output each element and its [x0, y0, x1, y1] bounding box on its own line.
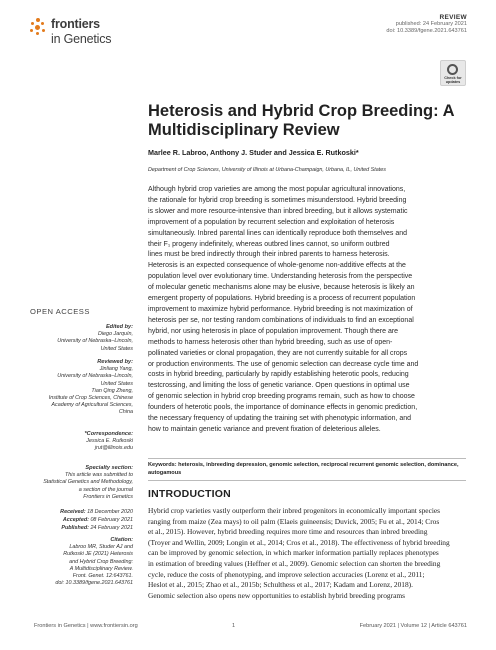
citation-line: and Hybrid Crop Breeding: [69, 558, 133, 565]
editor-line: United States [100, 345, 133, 352]
abstract-line: population level over evolutionary time. Understanding heterosis from the perspective [148, 273, 413, 281]
published-date: published: 24 February 2021 [395, 21, 467, 27]
article-title: Heterosis and Hybrid Crop Breeding: A Multidisciplinary Review [148, 102, 454, 139]
update-icon [447, 64, 458, 75]
keywords: Keywords: heterosis, inbreeding depression, genomic selection, reciprocal recurrent genomic selection, dominance, autogamous [148, 462, 459, 476]
article-meta [386, 14, 467, 35]
author-list[interactable]: Marlee R. Labroo, Anthony J. Studer and Jessica E. Rutkoski* [148, 148, 359, 157]
correspondence-label: *Correspondence: [84, 431, 133, 437]
intro-line: et al., 2015). However, hybrid breeding requires more time and resources than inbred breeding [148, 527, 428, 537]
reviewer-line: Jinliang Yang, [99, 366, 133, 373]
citation-label: Citation: [110, 537, 133, 543]
intro-line: Genomic selection also opens new opportunities to establish hybrid breeding programs [148, 590, 405, 600]
reviewer-line: Institute of Crop Sciences, Chinese [48, 395, 133, 402]
intro-line: can be improved by genomic selection, in which marker information partially replaces phenotypes [148, 548, 439, 558]
reviewer-line: United States [100, 380, 133, 387]
abstract-line: costs in hybrid breeding, particularly by rapidly establishing heterotic pools, reducing [148, 371, 409, 379]
intro-line: in estimation of breeding values (Heffner et al., 2009). Genomic selection can shorten the breeding [148, 558, 441, 568]
edited-by [30, 324, 133, 353]
reviewer-line: China [118, 409, 133, 416]
edited-by-label: Edited by: [105, 324, 133, 330]
abstract-line: of genomic selection in hybrid crop breeding programs remain, such as how to choose [148, 393, 415, 401]
abstract [148, 185, 466, 436]
abstract-line: founders of heterotic pools, the importance of dominance effects in genomic prediction, [148, 404, 418, 412]
frontiers-dots-icon [29, 18, 47, 36]
abstract-line: emergent property of populations. Hybrid breeding is a process of recurrent population [148, 295, 416, 303]
abstract-line: the necessary frequency of updating the training set with phenotypic information, and [148, 415, 412, 423]
open-access-label: OPEN ACCESS [30, 307, 90, 316]
specialty-section [30, 465, 133, 501]
reviewed-by-label: Reviewed by: [97, 359, 133, 365]
check-updates-label: Check for updates [444, 76, 462, 84]
abstract-line: improvement to maximize hybrid performance. Hybrid breeding is not maximization of [148, 305, 413, 313]
specialty-label: Specialty section: [85, 465, 133, 471]
abstract-line: heterosis per se, nor testing random combinations of individuals to find an exceptional [148, 316, 414, 324]
abstract-line: hybrid, nor using heterosis in place of population improvement. Though there are [148, 327, 399, 335]
abstract-line: of molecular genetic mechanisms alone may be elusive, because heterosis is likely an [148, 284, 415, 292]
introduction-text [148, 506, 466, 601]
abstract-line: Heterosis is an expected consequence of whole-genome non-additive effects at the [148, 262, 406, 270]
abstract-line: lines must be bred indirectly through their inbred parents to harness heterosis. [148, 251, 390, 259]
abstract-line: is slower and more resource-intensive than inbred breeding, but it allows systematic [148, 207, 408, 215]
correspondence [30, 431, 133, 453]
divider [148, 480, 466, 481]
reviewer-line: Tian Qing Zheng, [91, 387, 133, 394]
specialty-line: a section of the journal [78, 486, 133, 493]
citation-line: Labroo MR, Studer AJ and [69, 544, 133, 551]
doi-link[interactable]: doi: 10.3389/fgene.2021.643761 [386, 28, 467, 34]
reviewer-line: Academy of Agricultural Sciences, [51, 402, 133, 409]
intro-line: Hybrid crop varieties vastly outperform their inbred progenitors in economically important species [148, 506, 441, 515]
editor-line: Diego Jarquín, [97, 331, 133, 338]
citation [30, 537, 133, 587]
footer-journal-link[interactable]: Frontiers in Genetics | www.frontiersin.org [34, 623, 138, 629]
abstract-line: testcrossing, and limiting the loss of genetic variance. Open questions in optimal use [148, 382, 410, 390]
reviewed-by [30, 359, 133, 417]
abstract-line: the rationale for hybrid crop breeding is sometimes misunderstood. Hybrid breeding [148, 196, 407, 204]
journal-logo[interactable] [29, 16, 139, 52]
abstract-line: or production environments. The use of genomic selection can decrease cycle time and [148, 360, 419, 368]
citation-line: Rutkoski JE (2021) Heterosis [63, 551, 133, 558]
abstract-line: how to maintain genetic variance and prevent fixation of deleterious alleles. [148, 425, 381, 433]
abstract-line: pollinated varieties or clonal propagation, they are not currently suitable for all crops [148, 349, 408, 357]
correspondent-email[interactable]: jrut@illinois.edu [94, 445, 133, 452]
citation-doi[interactable]: doi: 10.3389/fgene.2021.643761 [55, 580, 133, 587]
logo-journal-text: in Genetics [51, 32, 112, 46]
article-dates [30, 509, 133, 532]
abstract-line: simultaneously. Inbred parental lines can identically reproduce both themselves and [148, 229, 408, 237]
intro-line: Heslot et al., 2015; Zhao et al., 2015b; Schulthess et al., 2017; Kadam and Lorenz, 2018). [148, 580, 413, 590]
specialty-line: Statistical Genetics and Methodology, [43, 479, 133, 486]
citation-line: A Multidisciplinary Review. [69, 565, 133, 572]
intro-line: ranging from maize (Zea mays) to oil palm (Elaeis guineensis; Duvick, 2005; Fu et al., 2014; Cros [148, 516, 440, 526]
editor-line: University of Nebraska–Lincoln, [57, 338, 133, 345]
divider [148, 458, 466, 459]
abstract-line: their F₁ progeny indefinitely, whereas outbred lines cannot, so uniform outbred [148, 240, 390, 248]
reviewer-line: University of Nebraska–Lincoln, [57, 373, 133, 380]
logo-frontiers-text: frontiers [51, 17, 100, 31]
received-date: Received: 18 December 2020 [60, 509, 133, 515]
published-date-side: Published: 24 February 2021 [61, 524, 133, 531]
section-heading-introduction: INTRODUCTION [148, 488, 231, 500]
page-footer [34, 623, 467, 633]
check-for-updates-button[interactable] [440, 60, 466, 86]
correspondent-name: Jessica E. Rutkoski [86, 438, 133, 445]
affiliation: Department of Crop Sciences, University of Illinois at Urbana-Champaign, Urbana, IL, United States [148, 167, 386, 173]
abstract-line: methods to harness heterosis other than hybrid breeding, such as use of open- [148, 338, 393, 346]
article-type: REVIEW [439, 14, 467, 21]
specialty-line: This article was submitted to [64, 472, 133, 479]
footer-volume-info: February 2021 | Volume 12 | Article 643761 [359, 623, 467, 629]
abstract-line: Although hybrid crop varieties are among the most popular agricultural innovations, [148, 186, 406, 193]
specialty-line: Frontiers in Genetics [83, 493, 133, 500]
accepted-date: Accepted: 08 February 2021 [62, 516, 133, 523]
page-number: 1 [232, 623, 236, 629]
abstract-line: improvement of a population by recurrent selection and exploitation of heterosis [148, 218, 395, 226]
citation-line: Front. Genet. 12:643761. [72, 573, 133, 580]
intro-line: (Troyer and Wellin, 2009; Longin et al., 2014; Cros et al., 2018). The effectiveness of hybrid breeding [148, 537, 450, 547]
intro-line: cycle, reduce the costs of phenotyping, and improve selection accuracies (Lorenz et al., 2011; [148, 569, 425, 579]
